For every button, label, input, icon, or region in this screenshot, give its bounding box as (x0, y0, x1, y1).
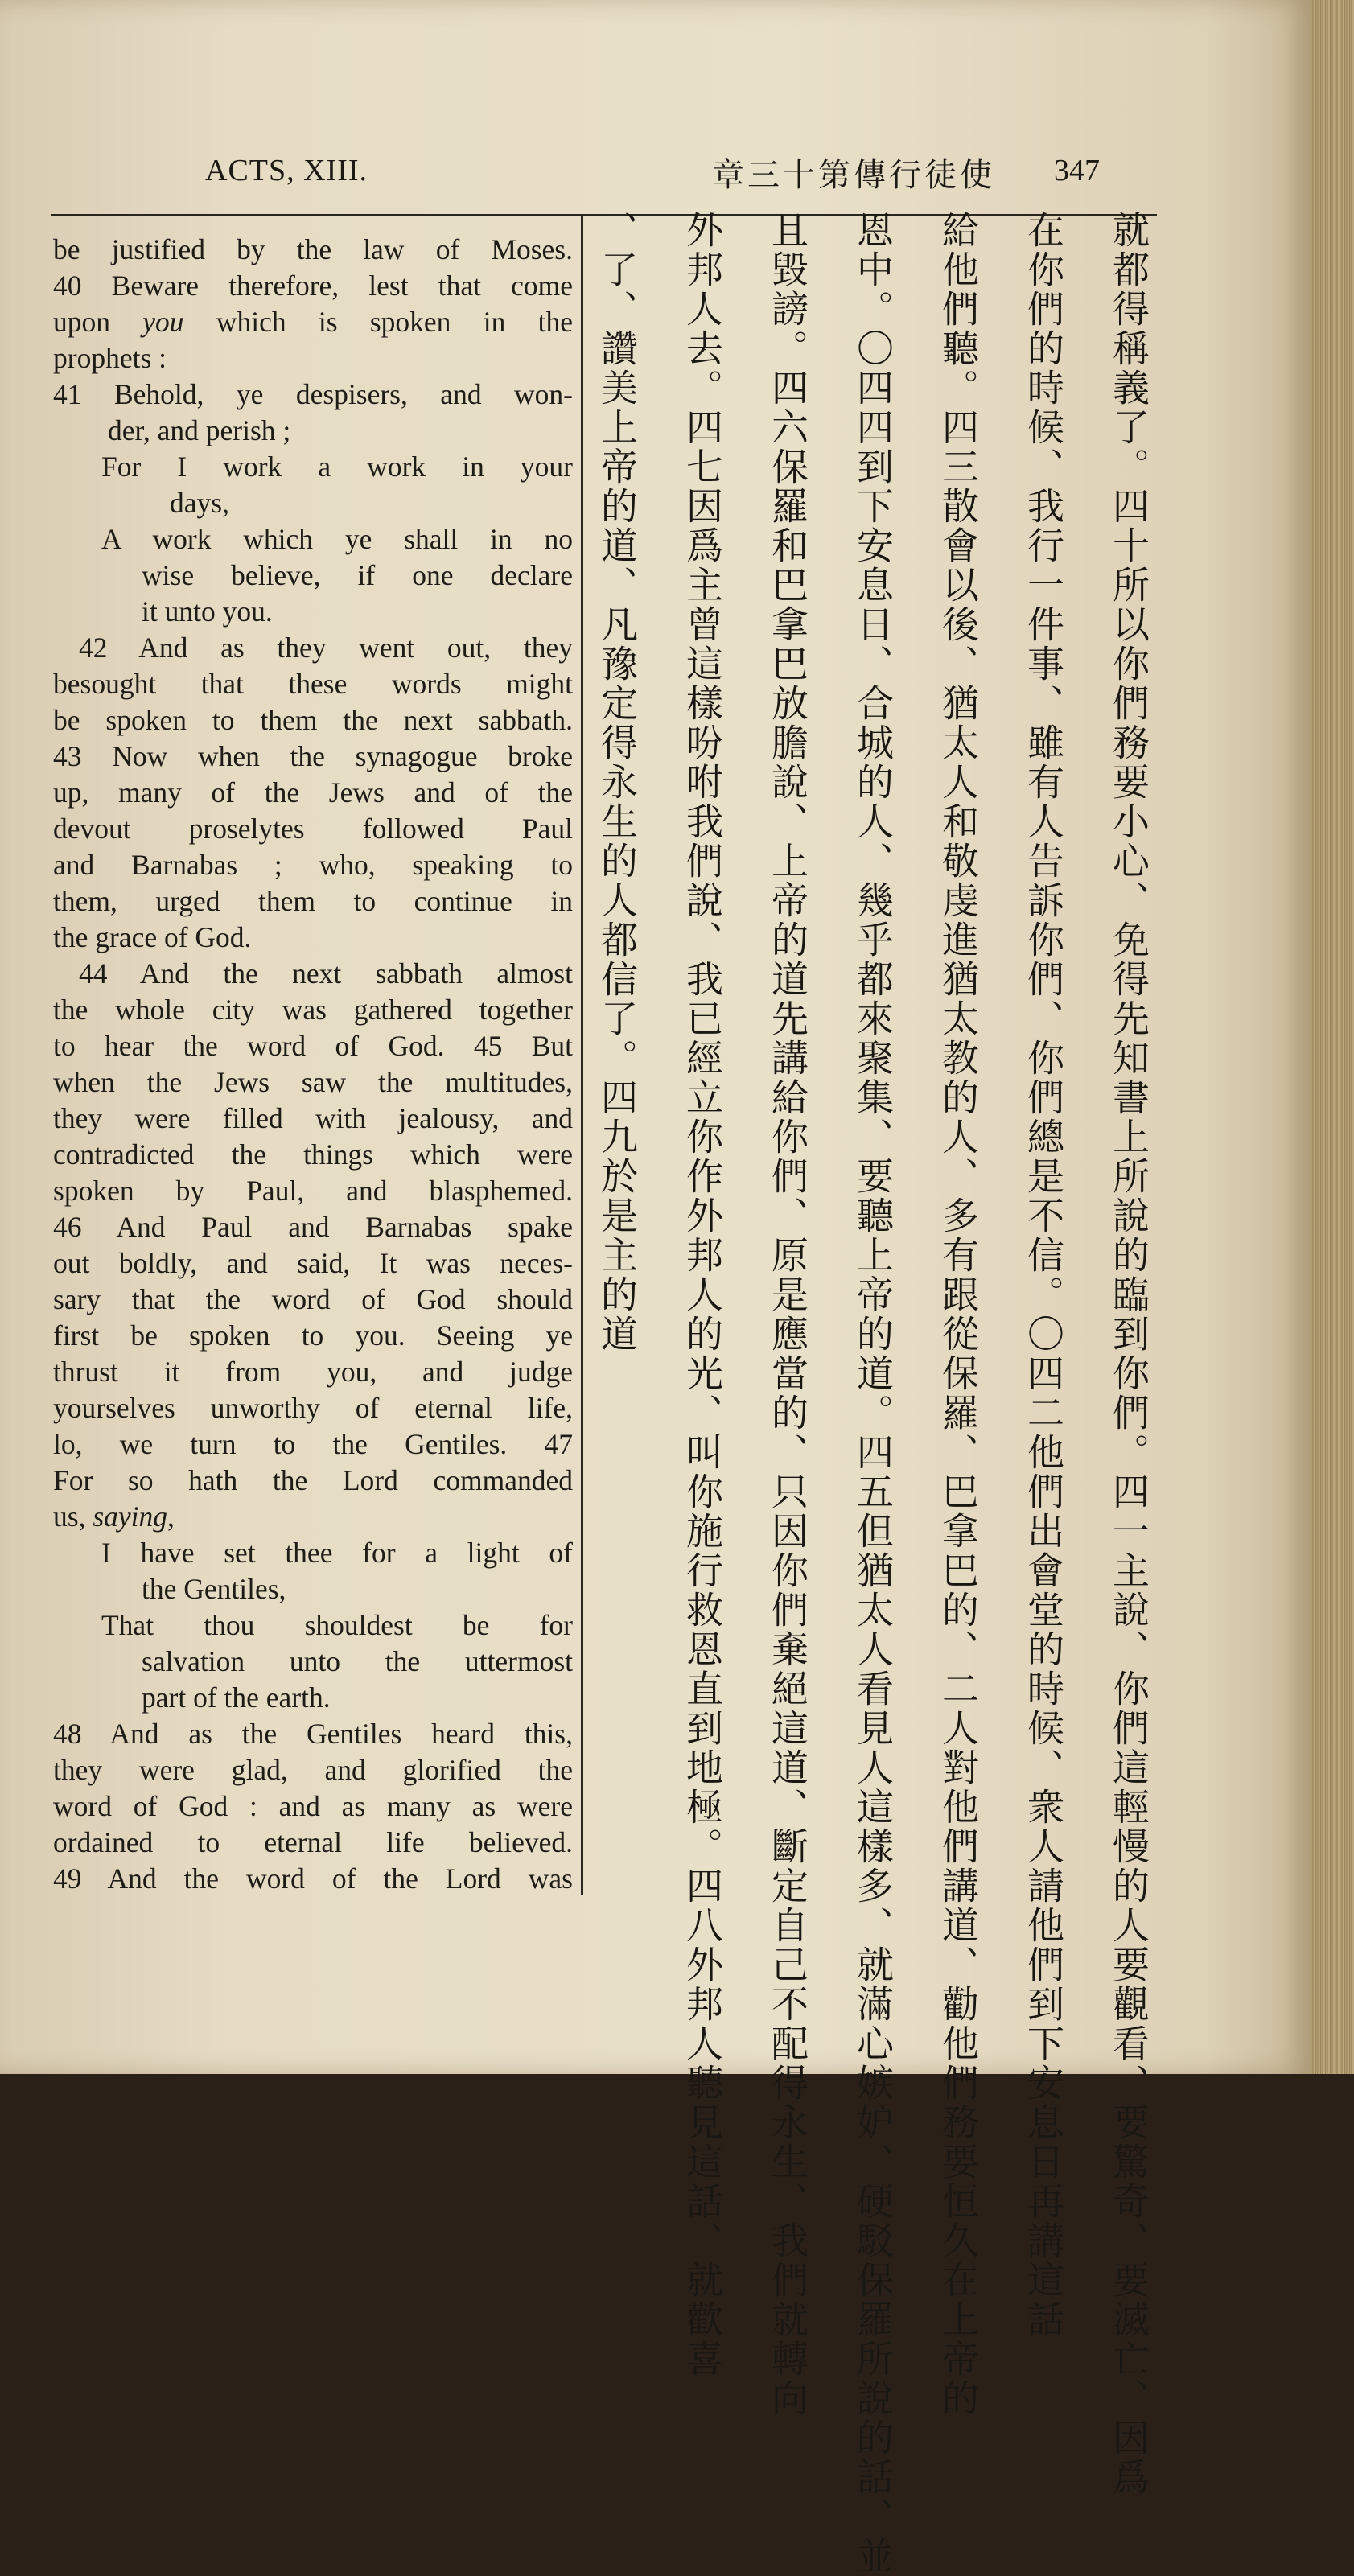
text-line: yourselves unworthy of eternal life, (53, 1392, 573, 1424)
text-line: days, (170, 487, 229, 519)
column-divider (581, 214, 583, 1895)
chinese-column: 就都得稱義了。四十所以你們務要小心、免得先知書上所說的臨到你們。四一主說、你們這輕慢的人要觀看、要驚奇、要滅亡、因爲 (1107, 211, 1150, 2497)
text-line: contradicted the things which were (53, 1138, 573, 1171)
text-line: devout proselytes followed Paul (53, 813, 573, 845)
text-line: them, urged them to continue in (53, 885, 573, 917)
text-line: first be spoken to you. Seeing ye (53, 1319, 573, 1352)
text-line: they were filled with jealousy, and (53, 1102, 573, 1134)
chinese-text-column (591, 211, 1154, 2576)
chinese-column: 給他們聽。四三散會以後、猶太人和敬虔進猶太教的人、多有跟從保羅、巴拿巴的、二人對他們講道、勸他們務要恒久在上帝的 (936, 211, 980, 2418)
text-line: besought that these words might (53, 668, 573, 700)
chinese-column: 了、讚美上帝的道、凡豫定得永生的人都信了。四九於是主的道、 (595, 211, 639, 1354)
text-line: 44 And the next sabbath almost (79, 957, 573, 990)
english-text-column (53, 232, 573, 1897)
text-line: the whole city was gathered together (53, 994, 573, 1026)
chinese-column: 恩中。〇四四到下安息日、合城的人、幾乎都來聚集、要聽上帝的道。四五但猶太人看見人這樣多、就滿心嫉妒、硬駁保羅所說的話、並 (851, 211, 895, 2576)
text-line: be justified by the law of Moses. (53, 233, 573, 265)
chinese-column: 在你們的時候、我行一件事、雖有人告訴你們、你們總是不信。〇四二他們出會堂的時候、衆人請他們到下安息日再講這話 (1022, 211, 1065, 2339)
text-line: upon you which is spoken in the (53, 306, 573, 338)
header-book-title: ACTS, XIII. (205, 154, 368, 187)
text-line: they were glad, and glorified the (53, 1754, 573, 1786)
text-line: it unto you. (142, 595, 273, 628)
header-chinese-title: 章三十第傳行徒使 (712, 157, 995, 194)
text-line: lo, we turn to the Gentiles. 47 (53, 1428, 573, 1460)
text-line: part of the earth. (142, 1681, 331, 1714)
text-line: out boldly, and said, It was neces- (53, 1247, 573, 1279)
text-line: when the Jews saw the multitudes, (53, 1066, 573, 1098)
text-line: I have set thee for a light of (101, 1537, 573, 1569)
text-line: For I work a work in your (101, 451, 573, 483)
text-line: 43 Now when the synagogue broke (53, 740, 573, 772)
text-line: the Gentiles, (142, 1573, 286, 1605)
text-line: word of God : and as many as were (53, 1790, 573, 1822)
text-line: to hear the word of God. 45 But (53, 1030, 573, 1062)
text-line: and Barnabas ; who, speaking to (53, 849, 573, 881)
text-line: 41 Behold, ye despisers, and won- (53, 378, 573, 410)
chinese-column: 且毀謗。四六保羅和巴拿巴放膽說、上帝的道先講給你們、原是應當的、只因你們棄絕這道、斷定自己不配得永生、我們就轉向 (766, 211, 809, 2418)
text-line: us, saying, (53, 1500, 175, 1533)
text-line: For so hath the Lord commanded (53, 1464, 573, 1496)
text-line: A work which ye shall in no (101, 523, 573, 555)
text-line: prophets : (53, 342, 167, 374)
text-line: spoken by Paul, and blasphemed. (53, 1175, 573, 1207)
text-line: thrust it from you, and judge (53, 1356, 573, 1388)
text-line: 49 And the word of the Lord was (53, 1862, 573, 1895)
text-line: 46 And Paul and Barnabas spake (53, 1211, 573, 1243)
text-line: 48 And as the Gentiles heard this, (53, 1718, 573, 1750)
text-line: up, many of the Jews and of the (53, 776, 573, 809)
text-line: der, and perish ; (108, 414, 291, 446)
text-line: be spoken to them the next sabbath. (53, 704, 573, 736)
text-line: That thou shouldest be for (101, 1609, 573, 1641)
page-edges (1311, 0, 1354, 2074)
page-number: 347 (1054, 154, 1100, 187)
text-line: 40 Beware therefore, lest that come (53, 270, 573, 302)
text-line: sary that the word of God should (53, 1283, 573, 1315)
text-line: ordained to eternal life believed. (53, 1826, 573, 1858)
text-line: the grace of God. (53, 921, 252, 953)
text-line: 42 And as they went out, they (79, 632, 573, 664)
text-line: salvation unto the uttermost (142, 1645, 573, 1677)
chinese-column: 外邦人去。四七因爲主曾這樣吩咐我們說、我已經立你作外邦人的光、叫你施行救恩直到地極。四八外邦人聽見這話、就歡喜 (681, 211, 724, 2379)
text-line: wise believe, if one declare (142, 559, 573, 591)
